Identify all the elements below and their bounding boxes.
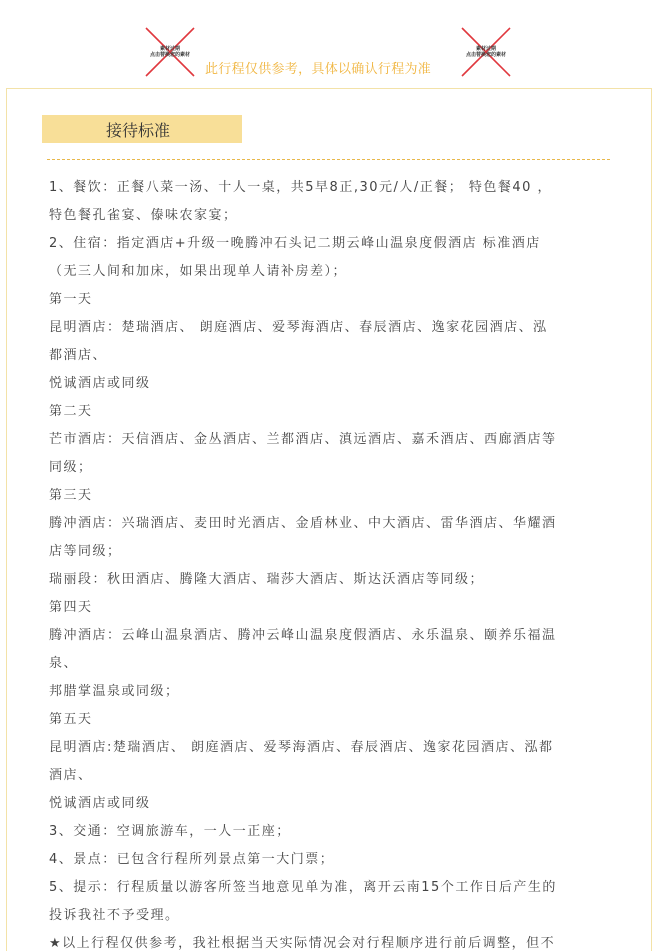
itinerary-reference-notice: 此行程仅供参考，具体以确认行程为准 xyxy=(205,62,432,77)
content-line: 瑞丽段：秋田酒店、腾隆大酒店、瑞莎大酒店、斯达沃酒店等同级； xyxy=(49,572,485,587)
expired-material-right-mark xyxy=(458,24,514,80)
standard-content xyxy=(49,174,611,951)
dashed-divider xyxy=(47,159,610,160)
content-line: 昆明酒店：楚瑞酒店、 朗庭酒店、爱琴海酒店、春辰酒店、逸家花园酒店、泓 xyxy=(49,320,548,335)
content-line: 第五天 xyxy=(49,712,93,727)
content-line: 泉、 xyxy=(49,656,79,671)
watermark-text: 点击替换您的素材 xyxy=(149,52,190,58)
content-line: ★以上行程仅供参考，我社根据当天实际情况会对行程顺序进行前后调整，但不 xyxy=(49,936,556,951)
section-title-box xyxy=(42,115,242,143)
content-line: 3、交通：空调旅游车，一人一正座； xyxy=(49,824,291,839)
content-line: 店等同级； xyxy=(49,544,122,559)
content-line: 腾冲酒店：云峰山温泉酒店、腾冲云峰山温泉度假酒店、永乐温泉、颐养乐福温 xyxy=(49,628,557,643)
expired-material-left-mark xyxy=(142,24,198,80)
content-line: 都酒店、 xyxy=(49,348,108,363)
watermark-text: 素材过期 xyxy=(475,46,496,52)
content-line: 投诉我社不予受理。 xyxy=(49,908,180,923)
content-line: 特色餐孔雀宴、傣味农家宴； xyxy=(49,208,238,223)
section-title: 接待标准 xyxy=(106,121,171,140)
content-line: 腾冲酒店：兴瑞酒店、麦田时光酒店、金盾林业、中大酒店、雷华酒店、华耀酒 xyxy=(49,516,557,531)
content-line: 5、提示：行程质量以游客所签当地意见单为准，离开云南15个工作日后产生的 xyxy=(49,880,557,895)
content-line: 第一天 xyxy=(49,292,93,307)
content-line: 酒店、 xyxy=(49,768,93,783)
content-line: 第三天 xyxy=(49,488,93,503)
watermark-text: 点击替换您的素材 xyxy=(465,52,506,58)
content-line: 2、住宿：指定酒店+升级一晚腾冲石头记二期云峰山温泉度假酒店 标准酒店 xyxy=(49,236,541,251)
content-line: 悦诚酒店或同级 xyxy=(49,796,151,811)
content-line: （无三人间和加床，如果出现单人请补房差）； xyxy=(49,264,348,279)
content-line: 芒市酒店：天信酒店、金丛酒店、兰都酒店、滇远酒店、嘉禾酒店、西廊酒店等 xyxy=(49,432,557,447)
content-line: 昆明酒店:楚瑞酒店、 朗庭酒店、爱琴海酒店、春辰酒店、逸家花园酒店、泓都 xyxy=(49,740,554,755)
content-line: 4、景点：已包含行程所列景点第一大门票； xyxy=(49,852,335,867)
content-line: 邦腊掌温泉或同级； xyxy=(49,684,180,699)
watermark-text: 素材过期 xyxy=(159,46,180,52)
reception-standard-card xyxy=(6,88,652,951)
content-line: 第四天 xyxy=(49,600,93,615)
content-line: 第二天 xyxy=(49,404,93,419)
content-line: 1、餐饮：正餐八菜一汤、十人一桌，共5早8正,30元/人/正餐； 特色餐40 ， xyxy=(49,180,553,195)
content-line: 同级； xyxy=(49,460,93,475)
itinerary-notice-banner xyxy=(0,0,665,86)
content-line: 悦诚酒店或同级 xyxy=(49,376,151,391)
